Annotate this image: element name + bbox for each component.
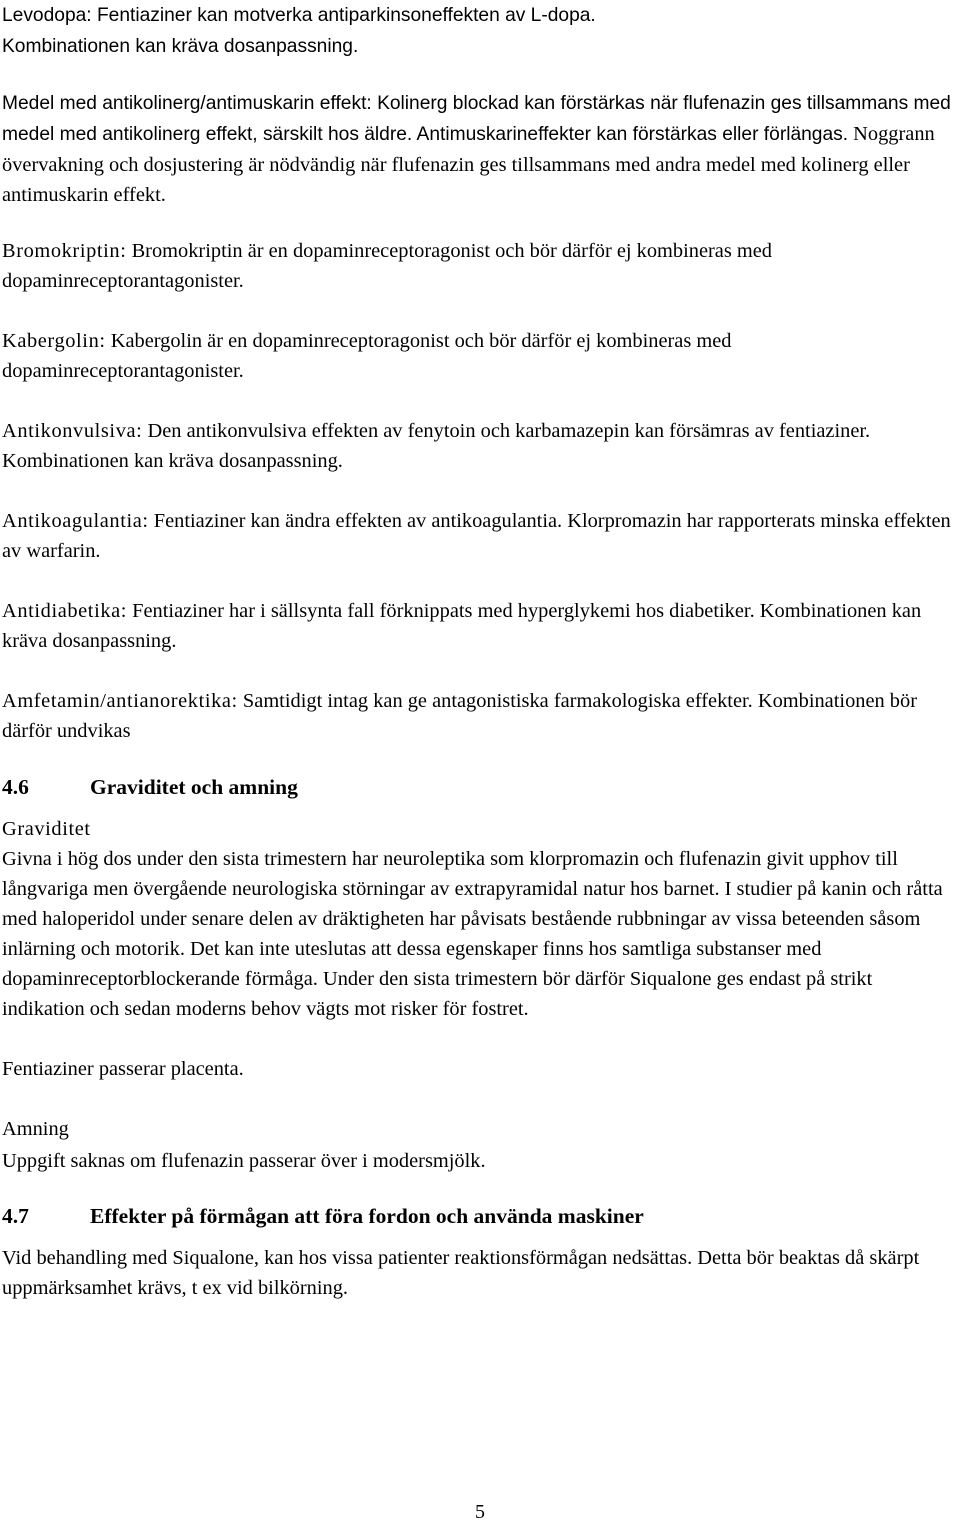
section-4-7-number: 4.7 [2, 1204, 29, 1228]
kabergolin-lead: Kabergolin: [2, 330, 106, 352]
amning-subheading: Amning [2, 1118, 69, 1140]
antikonvulsiva-text: Den antikonvulsiva effekten av fenytoin och karbamazepin kan försämras av fentiaziner. Kombinationen kan kräva dosanpassning. [2, 420, 871, 472]
antikolinerg-lead: Medel med antikolinerg/antimuskarin effekt: [2, 93, 372, 114]
antikolinerg-text-2: Noggrann övervakning och dosjustering är nödvändig när flufenazin ges tillsammans med andra medel med kolinerg eller antimuskarin effekt. [2, 123, 935, 206]
graviditet-subheading [2, 814, 958, 844]
bromokriptin-text: Bromokriptin är en dopaminreceptoragonist och bör därför ej kombineras med dopaminreceptorantagonister. [2, 240, 772, 292]
antikoagulantia-lead: Antikoagulantia: [2, 510, 149, 532]
graviditet-paragraph: Givna i hög dos under den sista trimestern har neuroleptika som klorpromazin och flufenazin givit upphov till långvariga men övergående neurologiska störningar av extrapyramidal natur hos barnet. I studier på kanin och råtta med haloperidol under senare delen av dräktigheten har påvisats bestående rubbningar av vissa beteenden såsom inlärning och motorik. Det kan inte uteslutas att dessa egenskaper finns hos samtliga substanser med dopaminreceptorblockerande förmåga. Under den sista trimestern bör därför Siqualone ges endast på strikt indikation och sedan moderns behov vägts mot risker för fostret. [2, 848, 943, 1020]
antikonvulsiva-lead: Antikonvulsiva: [2, 420, 143, 442]
antidiabetika-lead: Antidiabetika: [2, 600, 128, 622]
antikoagulantia-paragraph [2, 506, 958, 566]
section-4-7-title: Effekter på förmågan att föra fordon och använda maskiner [90, 1204, 644, 1228]
amfetamin-lead: Amfetamin/antianorektika: [2, 690, 238, 712]
bromokriptin-paragraph [2, 236, 958, 296]
page-number: 5 [475, 1501, 485, 1523]
section-4-6-number: 4.6 [2, 775, 29, 799]
amfetamin-paragraph [2, 686, 958, 746]
antidiabetika-text: Fentiaziner har i sällsynta fall förknippats med hyperglykemi hos diabetiker. Kombinationen kan kräva dosanpassning. [2, 600, 922, 652]
antikolinerg-paragraph [2, 88, 958, 210]
placenta-paragraph: Fentiaziner passerar placenta. [2, 1058, 244, 1080]
levodopa-line-1: Levodopa: Fentiaziner kan motverka antiparkinsoneffekten av L-dopa. [2, 5, 596, 26]
antidiabetika-paragraph [2, 596, 958, 656]
antikoagulantia-text: Fentiaziner kan ändra effekten av antikoagulantia. Klorpromazin har rapporterats minska effekten av warfarin. [2, 510, 951, 562]
kabergolin-paragraph [2, 326, 958, 386]
section-4-7-paragraph: Vid behandling med Siqualone, kan hos vissa patienter reaktionsförmågan nedsättas. Detta bör beaktas då skärpt uppmärksamhet krävs, t ex vid bilkörning. [2, 1247, 920, 1299]
section-4-7-heading [2, 1201, 644, 1231]
section-4-6-title: Graviditet och amning [90, 775, 298, 799]
amning-paragraph: Uppgift saknas om flufenazin passerar över i modersmjölk. [2, 1150, 486, 1172]
graviditet-heading: Graviditet [2, 818, 91, 840]
kabergolin-text: Kabergolin är en dopaminreceptoragonist och bör därför ej kombineras med dopaminreceptorantagonister. [2, 330, 732, 382]
amfetamin-text: Samtidigt intag kan ge antagonistiska farmakologiska effekter. Kombinationen bör därför undvikas [2, 690, 917, 742]
levodopa-paragraph [2, 0, 958, 62]
levodopa-line-2: Kombinationen kan kräva dosanpassning. [2, 36, 359, 57]
antikonvulsiva-paragraph [2, 416, 958, 476]
section-4-6-heading [2, 772, 298, 802]
bromokriptin-lead: Bromokriptin: [2, 240, 127, 262]
antikolinerg-text-1: Kolinerg blockad kan förstärkas när flufenazin ges tillsammans med medel med antikolinerg effekt, särskilt hos äldre. Antimuskarineffekter kan förstärkas eller förlängas. [2, 93, 951, 145]
